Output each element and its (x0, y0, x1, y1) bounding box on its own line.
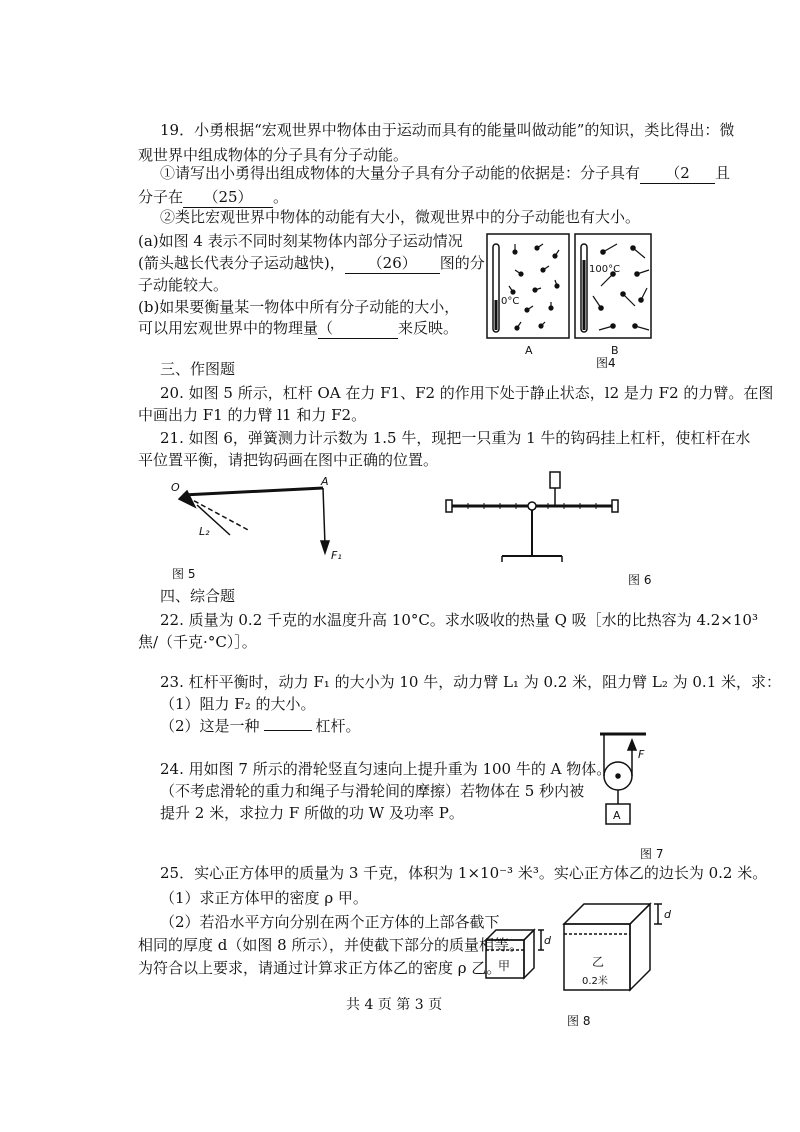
q22-line1: 22. 质量为 0.2 千克的水温度升高 10°C。求水吸收的热量 Q 吸［水的比热容为 4.2×10³ (160, 611, 758, 629)
answer-blank-24: （2 (640, 163, 715, 184)
fig4-caption: 图4 (596, 356, 616, 370)
section-4-title: 四、综合题 (160, 587, 236, 605)
fig8-caption: 图 8 (567, 1014, 591, 1028)
fig8-label-side: 0.2米 (582, 976, 608, 987)
q19-part2-line: ②类比宏观世界中物体的动能有大小，微观世界中的分子动能也有大小。 (160, 208, 641, 226)
q19-intro-line1: 19．小勇根据“宏观世界中物体由于运动而具有的能量叫做动能”的知识，类比得出：微 (160, 121, 735, 139)
q19-intro-line2: 观世界中组成物体的分子具有分子动能。 (138, 146, 409, 164)
q24-line3: 提升 2 米，求拉力 F 所做的功 W 及功率 P。 (160, 804, 464, 822)
figure-8 (482, 898, 687, 1008)
q23-line2: （1）阻力 F₂ 的大小。 (160, 695, 316, 713)
q19-a-text-b: 图的分 (439, 254, 485, 272)
left-nut (446, 500, 452, 512)
molecules-a (509, 244, 559, 330)
q23-line1: 23. 杠杆平衡时，动力 F₁ 的大小为 10 牛，动力臂 L₁ 为 0.2 米，阻力臂 L₂ 为 0.1 米，求： (160, 673, 782, 691)
cube-yi-top (564, 904, 650, 924)
q19-part1-line1 (160, 163, 730, 184)
fig7-caption: 图 7 (640, 847, 664, 861)
q21-line1: 21. 如图 6，弹簧测力计示数为 1.5 牛，现把一只重为 1 牛的钩码挂上杠杆，使杠杆在水 (160, 429, 751, 447)
q19-b-line2 (138, 318, 458, 339)
q25-line5: 为符合以上要求，请通过计算求正方体乙的密度 ρ 乙。 (138, 959, 502, 977)
q19-part1-text: ①请写出小勇得出组成物体的大量分子具有分子动能的依据是：分子具有 (160, 164, 641, 182)
figure-6 (440, 470, 630, 570)
q25-line2: （1）求正方体甲的密度 ρ 甲。 (160, 889, 368, 907)
f1-arrow (323, 488, 325, 545)
figure-4 (485, 230, 655, 370)
cube-yi-side (630, 904, 650, 990)
fig4-temp-b: 100°C (589, 264, 621, 275)
f2-line (187, 497, 250, 531)
fig5-label-o: O (171, 481, 180, 494)
q25-line4: 相同的厚度 d（如图 8 所示），并使截下部分的质量相等。 (138, 936, 524, 954)
fig7-label-a: A (613, 809, 621, 822)
page-footer: 共 4 页 第 3 页 (346, 997, 443, 1013)
figure-7 (596, 728, 666, 838)
cube-jia-side (524, 930, 534, 978)
q23-text-b: 杠杆。 (315, 717, 361, 735)
f-arrowhead-icon (628, 740, 636, 750)
answer-blank-lever-type (264, 730, 312, 731)
fig5-label-a: A (321, 475, 329, 488)
fig5-label-f1: F₁ (331, 549, 342, 562)
answer-blank-25: （25） (183, 187, 273, 208)
q23-text: （2）这是一种 (160, 717, 260, 735)
fig8-label-jia: 甲 (498, 959, 511, 973)
q19-b-line1: (b)如果要衡量某一物体中所有分子动能的大小， (138, 298, 460, 316)
q19-part1-text-b: 且 (715, 164, 731, 182)
q23-line3 (160, 716, 361, 736)
q20-line2: 中画出力 F1 的力臂 l1 和力 F2。 (138, 406, 367, 424)
q24-line2: （不考虑滑轮的重力和绳子与滑轮间的摩擦）若物体在 5 秒内被 (160, 782, 585, 800)
q25-line1: 25．实心正方体甲的质量为 3 千克，体积为 1×10⁻³ 米³。实心正方体乙的边长为 0.2 米。 (160, 864, 768, 882)
fig4-label-b: B (611, 344, 619, 357)
fig8-label-d1: d (544, 934, 551, 947)
q19-part1-text-d: 。 (273, 188, 289, 206)
pulley-axle (616, 774, 620, 778)
q24-line1: 24. 用如图 7 所示的滑轮竖直匀速向上提升重为 100 牛的 A 物体。 (160, 760, 612, 778)
q21-line2: 平位置平衡，请把钩码画在图中正确的位置。 (138, 451, 439, 469)
fig4-label-a: A (525, 344, 533, 357)
q19-b-text-b: 来反映。 (398, 319, 459, 337)
fig8-label-d2: d (664, 908, 671, 921)
fig4-temp-a: 0°C (501, 296, 520, 307)
q20-line1: 20. 如图 5 所示，杠杆 OA 在力 F1、F2 的作用下处于静止状态，l2 是力 F2 的力臂。在图 (160, 384, 774, 402)
q19-a-text: (箭头越长代表分子运动越快)， (138, 254, 345, 272)
right-nut (612, 500, 618, 512)
fig7-label-f: F (638, 748, 645, 761)
answer-blank-27: （ (318, 318, 398, 339)
cube-jia-top (486, 930, 534, 940)
q19-a-line3: 子动能较大。 (138, 276, 229, 294)
q19-a-line1: (a)如图 4 表示不同时刻某物体内部分子运动情况 (138, 232, 463, 250)
q19-a-line2 (138, 253, 485, 274)
lever-oa (183, 488, 323, 495)
q19-b-text: 可以用宏观世界中的物理量 (138, 319, 319, 337)
fig5-caption: 图 5 (172, 567, 196, 581)
q19-part1-line2 (138, 187, 288, 208)
fig5-label-l2: L₂ (199, 525, 210, 538)
q25-line3: （2）若沿水平方向分别在两个正方体的上部各截下 (160, 913, 500, 931)
q19-part1-text-c: 分子在 (138, 188, 184, 206)
fig8-label-yi: 乙 (592, 955, 605, 969)
pivot-icon (528, 502, 536, 510)
f1-arrowhead-icon (321, 541, 329, 553)
answer-blank-26: （26） (345, 253, 440, 274)
figure-5 (165, 475, 365, 575)
section-3-title: 三、作图题 (160, 360, 236, 378)
molecules-b (593, 244, 649, 330)
spring-scale-icon (550, 472, 560, 488)
q22-line2: 焦/（千克·°C）］。 (138, 633, 257, 651)
fig6-caption: 图 6 (628, 573, 652, 587)
